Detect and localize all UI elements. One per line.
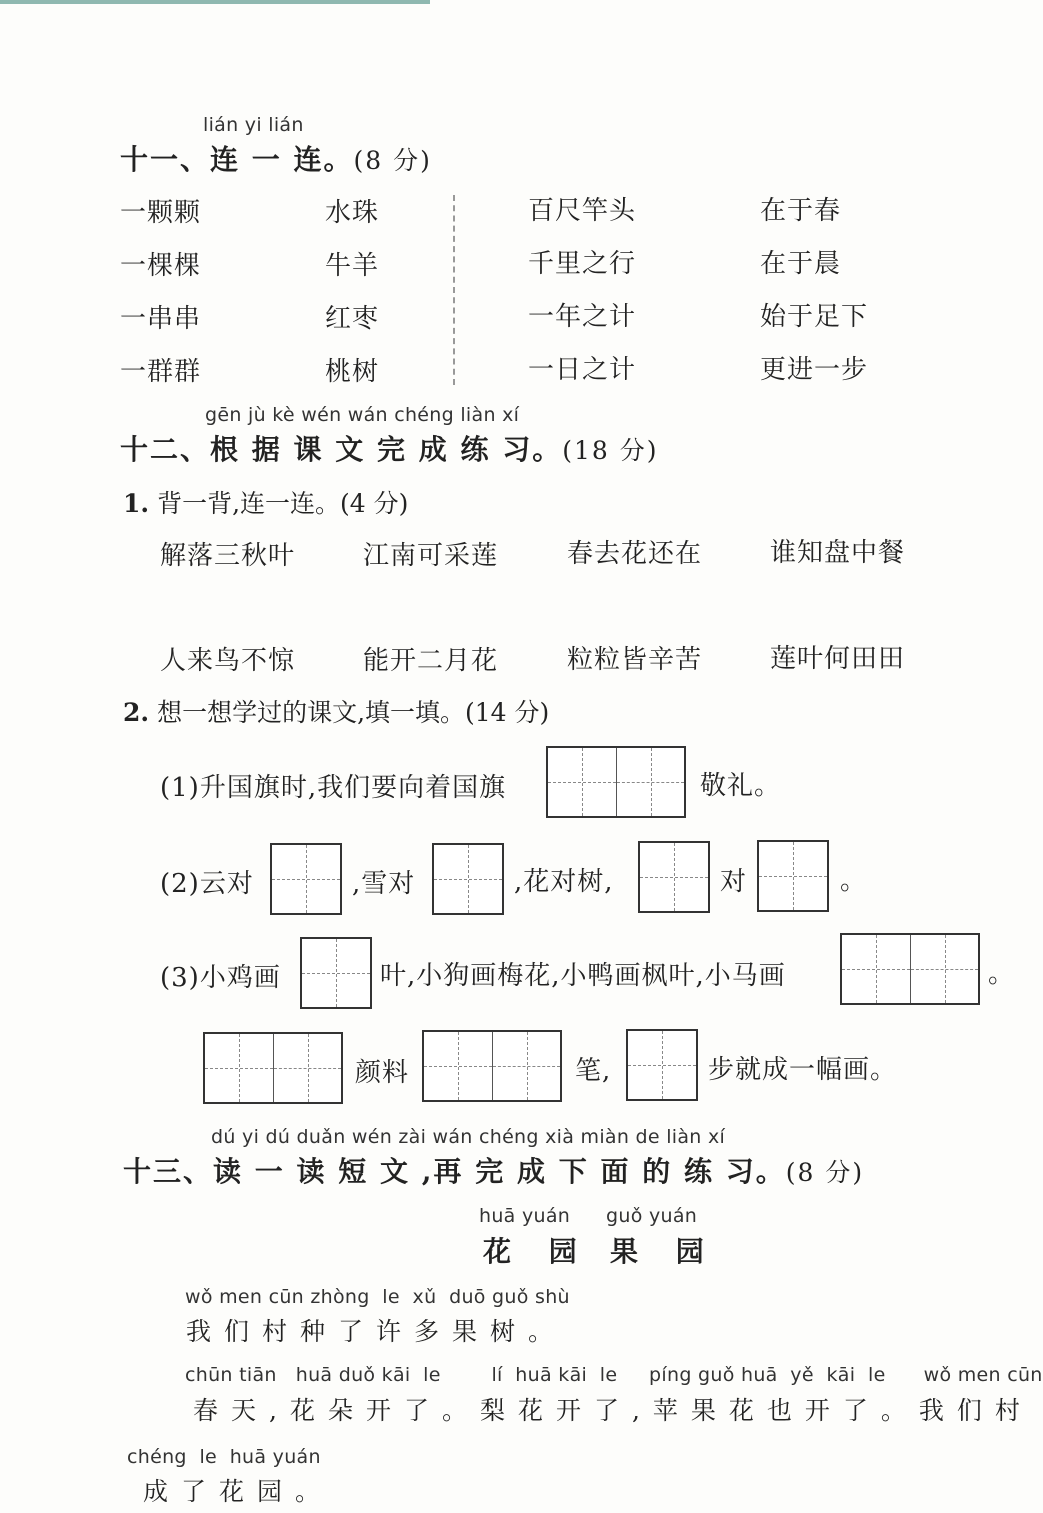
grid-cell[interactable] — [492, 1032, 560, 1100]
fill-text: 叶,小狗画梅花,小鸭画枫叶,小马画 — [380, 961, 786, 991]
poem-line[interactable]: 解落三秋叶 — [160, 541, 296, 571]
passage-title-b: 果 园 — [610, 1235, 718, 1268]
answer-grid-6[interactable] — [300, 937, 372, 1009]
match-word[interactable]: 桃树 — [325, 357, 380, 387]
poem-line[interactable]: 春去花还在 — [567, 539, 703, 569]
passage-line1-pinyin: wǒ men cūn zhòng le xǔ duō guǒ shù — [185, 1286, 570, 1308]
fill-text: 笔, — [575, 1056, 612, 1086]
match-word[interactable]: 一年之计 — [528, 302, 637, 332]
q1-number: 1. — [123, 489, 150, 518]
match-word[interactable]: 一日之计 — [528, 355, 637, 385]
match-word[interactable]: 在于晨 — [760, 249, 842, 279]
match-word[interactable]: 一串串 — [120, 304, 202, 334]
match-word[interactable]: 牛羊 — [325, 251, 380, 281]
match-word[interactable]: 一棵棵 — [120, 251, 202, 281]
match-word[interactable]: 始于足下 — [760, 302, 869, 332]
answer-grid-5[interactable] — [757, 840, 829, 912]
match-word[interactable]: 红枣 — [325, 304, 380, 334]
fill-text: 。 — [840, 866, 868, 896]
section13-heading — [123, 1150, 864, 1190]
answer-grid-10[interactable] — [626, 1029, 698, 1101]
grid-cell[interactable] — [272, 845, 340, 913]
answer-grid-7[interactable] — [840, 933, 980, 1005]
grid-cell[interactable] — [548, 748, 616, 816]
passage-line3-pinyin: chéng le huā yuán — [127, 1446, 321, 1468]
fill-text: 。 — [988, 959, 1016, 989]
q1-instruction — [123, 484, 408, 520]
section11-score: (8 分) — [353, 146, 432, 175]
section12-score: (18 分) — [562, 436, 659, 465]
passage-title-pinyin-a: huā yuán — [479, 1205, 571, 1227]
grid-cell[interactable] — [434, 845, 502, 913]
grid-cell[interactable] — [640, 843, 708, 911]
poem-line[interactable]: 谁知盘中餐 — [770, 538, 906, 568]
section11-heading — [120, 138, 432, 178]
poem-line[interactable]: 粒粒皆辛苦 — [567, 645, 703, 675]
column-divider — [453, 195, 455, 385]
grid-cell[interactable] — [842, 935, 910, 1003]
fill-text: ,雪对 — [352, 869, 416, 899]
grid-cell[interactable] — [205, 1034, 273, 1102]
match-word[interactable]: 在于春 — [760, 196, 842, 226]
poem-line[interactable]: 人来鸟不惊 — [160, 646, 296, 676]
passage-title-pinyin-b: guǒ yuán — [606, 1205, 698, 1227]
answer-grid-4[interactable] — [638, 841, 710, 913]
poem-line[interactable]: 莲叶何田田 — [770, 644, 906, 674]
section11-title: 十一、连 一 连。 — [120, 143, 354, 176]
q1-text: 背一背,连一连。(4 分) — [157, 489, 409, 518]
answer-grid-1[interactable] — [546, 746, 686, 818]
passage-title-a: 花 园 — [483, 1235, 591, 1268]
grid-cell[interactable] — [424, 1032, 492, 1100]
fill-text: 颜料 — [355, 1058, 410, 1088]
grid-cell[interactable] — [910, 935, 978, 1003]
passage-line2-pinyin: chūn tiān huā duǒ kāi le lí huā kāi le píng guǒ huā yě kāi le wǒ men cūn — [185, 1364, 1043, 1386]
poem-line[interactable]: 江南可采莲 — [363, 541, 499, 571]
answer-grid-3[interactable] — [432, 843, 504, 915]
passage-line1: 我们村种了许多果树。 — [186, 1317, 567, 1346]
grid-cell[interactable] — [628, 1031, 696, 1099]
answer-grid-9[interactable] — [422, 1030, 562, 1102]
fill-text: ,花对树, — [514, 867, 614, 897]
q2-number: 2. — [123, 698, 150, 727]
poem-line[interactable]: 能开二月花 — [363, 646, 499, 676]
passage-line3: 成了花园。 — [143, 1477, 334, 1506]
answer-grid-2[interactable] — [270, 843, 342, 915]
match-word[interactable]: 更进一步 — [760, 355, 869, 385]
match-word[interactable]: 水珠 — [325, 198, 380, 228]
fill-text: 对 — [720, 867, 748, 897]
match-word[interactable]: 千里之行 — [528, 249, 637, 279]
fill-text: (1)升国旗时,我们要向着国旗 — [160, 773, 507, 803]
q2-instruction — [123, 693, 549, 729]
section13-score: (8 分) — [785, 1158, 865, 1187]
match-word[interactable]: 一群群 — [120, 357, 202, 387]
answer-grid-8[interactable] — [203, 1032, 343, 1104]
section13-title: 十三、读 一 读 短 文 ,再 完 成 下 面 的 练 习。 — [123, 1155, 786, 1188]
grid-cell[interactable] — [302, 939, 370, 1007]
fill-text: 步就成一幅画。 — [708, 1055, 898, 1085]
match-word[interactable]: 一颗颗 — [120, 198, 202, 228]
section12-title: 十二、根 据 课 文 完 成 练 习。 — [120, 433, 563, 466]
section12-pinyin: gēn jù kè wén wán chéng liàn xí — [205, 404, 520, 426]
passage-line2: 春天,花朵开了。梨花开了,苹果花也开了。我们村 — [193, 1396, 1033, 1425]
scan-edge-line — [0, 0, 430, 4]
fill-text: (2)云对 — [160, 869, 254, 899]
grid-cell[interactable] — [759, 842, 827, 910]
fill-text: 敬礼。 — [700, 771, 782, 801]
section13-pinyin: dú yi dú duǎn wén zài wán chéng xià miàn de liàn xí — [211, 1126, 726, 1148]
match-word[interactable]: 百尺竿头 — [528, 196, 637, 226]
fill-text: (3)小鸡画 — [160, 963, 281, 993]
grid-cell[interactable] — [273, 1034, 341, 1102]
q2-text: 想一想学过的课文,填一填。(14 分) — [157, 698, 550, 727]
section11-pinyin: lián yi lián — [203, 114, 304, 136]
grid-cell[interactable] — [616, 748, 684, 816]
section12-heading — [120, 428, 659, 468]
